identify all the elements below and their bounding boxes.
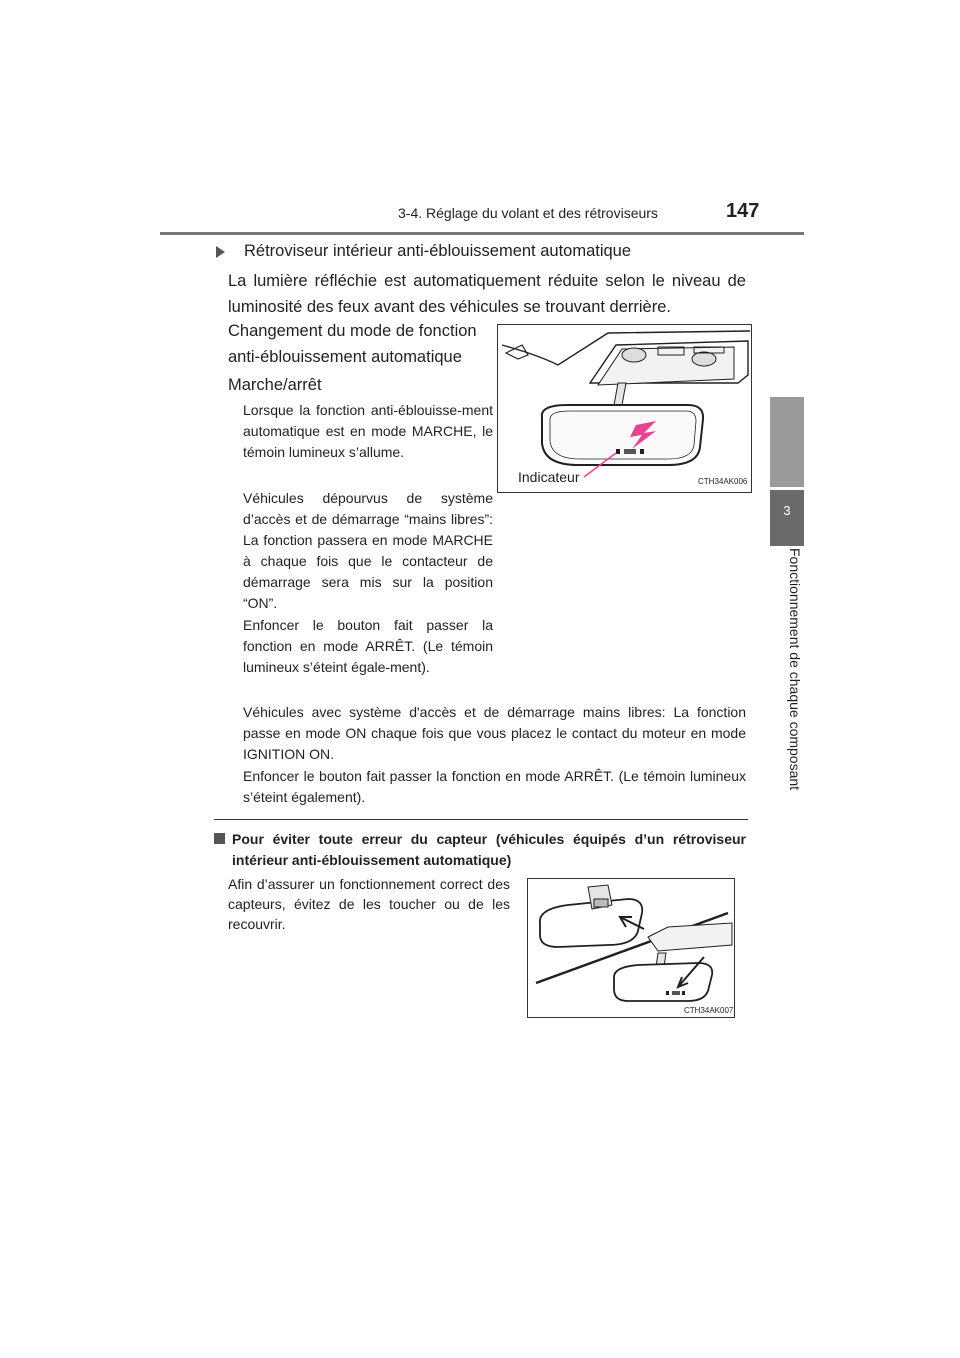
note-heading: Pour éviter toute erreur du capteur (véhicules équipés d’un rétroviseur intérieur anti-éblouissement automatique) bbox=[232, 831, 746, 868]
paragraph-smart-key: Véhicules avec système d'accès et de démarrage mains libres: La fonction passe en mode ON chaque fois que vous placez le contact du moteur en mode IGNITION ON. bbox=[243, 704, 746, 762]
paragraph-no-smart-key: Véhicules dépourvus de système d’accès et de démarrage “mains libres”: La fonction passera en mode MARCHE à chaque fois que le contacteur de démarrage sera mis sur la position “ON”. bbox=[243, 490, 493, 611]
header-section-title: 3-4. Réglage du volant et des rétroviseurs bbox=[398, 205, 658, 221]
figure2-code: CTH34AK007 bbox=[684, 1006, 734, 1015]
paragraph-off-button: Enfoncer le bouton fait passer la fonction en mode ARRÊT. (Le témoin lumineux s’éteint égale-ment). bbox=[243, 617, 493, 675]
square-bullet-icon bbox=[214, 833, 225, 844]
figure-sensor-locations bbox=[527, 878, 735, 1018]
indicator-label: Indicateur bbox=[518, 469, 580, 485]
side-tab-block bbox=[770, 397, 804, 487]
paragraph-off-button-2: Enfoncer le bouton fait passer la fonction en mode ARRÊT. (Le témoin lumineux s’éteint également). bbox=[243, 768, 746, 805]
change-mode-line1: Changement du mode de fonction bbox=[228, 322, 477, 340]
figure1-code: CTH34AK006 bbox=[698, 477, 748, 486]
section-title: Rétroviseur intérieur anti-éblouissement automatique bbox=[244, 242, 632, 260]
side-tab-number-box bbox=[770, 490, 804, 546]
sensor-illustration bbox=[528, 879, 734, 1017]
intro-paragraph: La lumière réfléchie est automatiquement réduite selon le niveau de luminosité des feux avant des véhicules se trouvant derrière. bbox=[228, 272, 746, 316]
section-divider bbox=[214, 819, 748, 820]
chapter-label: Fonctionnement de chaque composant bbox=[787, 548, 803, 791]
figure-mirror-indicator bbox=[497, 324, 752, 493]
change-mode-line2: anti-éblouissement automatique bbox=[228, 348, 462, 366]
on-off-heading: Marche/arrêt bbox=[228, 376, 322, 394]
chapter-number: 3 bbox=[783, 503, 791, 518]
mirror-illustration bbox=[498, 325, 751, 492]
paragraph-on-indicator: Lorsque la fonction anti-éblouisse-ment automatique est en mode MARCHE, le témoin lumineux s’allume. bbox=[243, 402, 493, 460]
triangle-bullet-icon bbox=[216, 246, 225, 258]
page-number: 147 bbox=[726, 200, 760, 222]
header-rule bbox=[160, 232, 804, 235]
note-body: Afin d’assurer un fonctionnement correct des capteurs, évitez de les toucher ou de les recouvrir. bbox=[228, 876, 510, 932]
